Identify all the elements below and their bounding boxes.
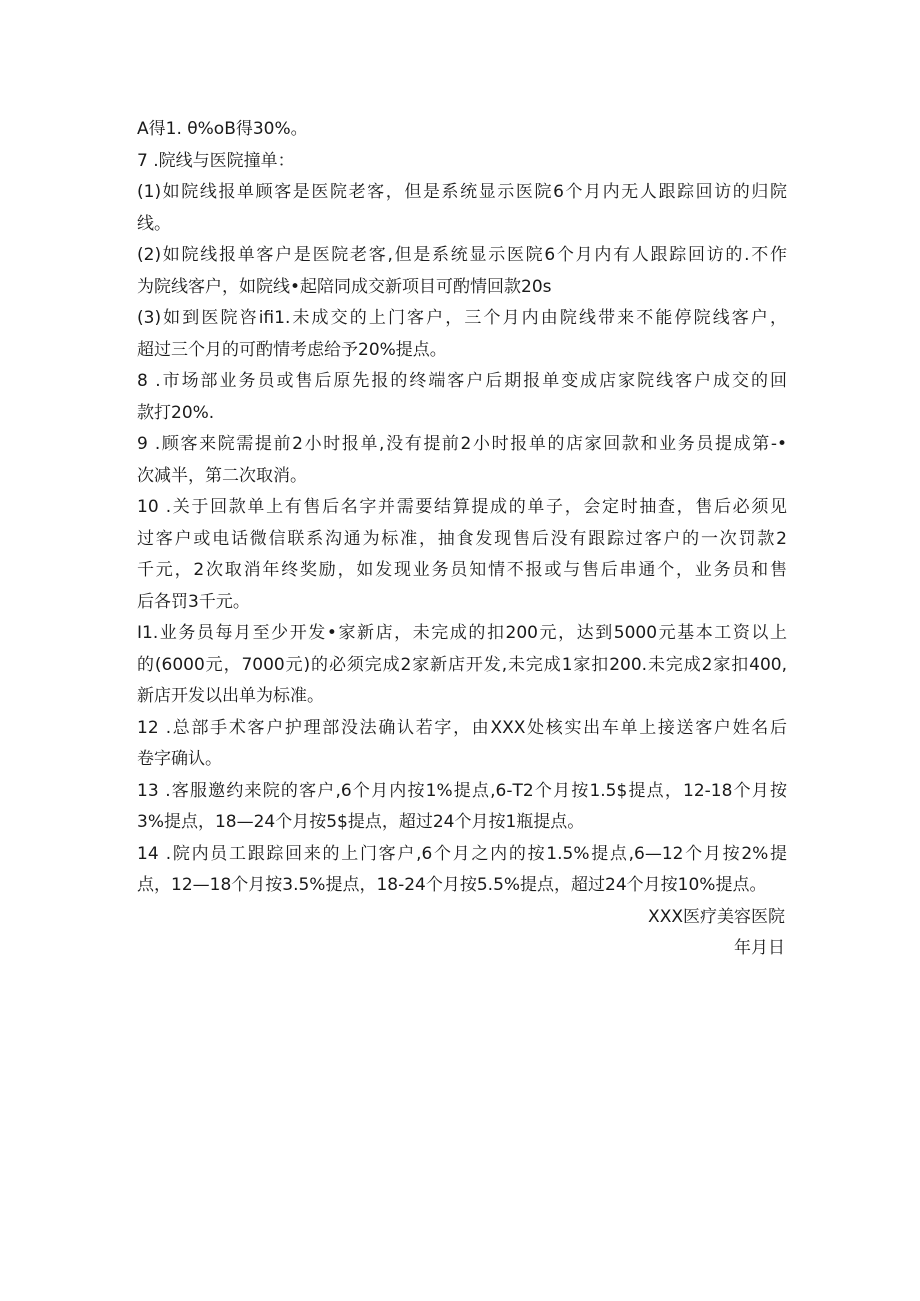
text-line: 的(6000元，7000元)的必须完成2家新店开发,未完成1家扣200.未完成2家扣400, — [137, 654, 787, 675]
text-line: 12 .总部手术客户护理部没法确认若字，由XXX处核实出车单上接送客户姓名后 — [137, 717, 787, 738]
signature-date: 年月日 — [734, 938, 785, 958]
signature-org: XXX医疗美容医院 — [648, 906, 785, 927]
document-body — [137, 114, 787, 965]
text-line: A得1. θ%oB得30%。 — [137, 119, 308, 139]
text-line: 次减半，第二次取消。 — [137, 465, 307, 486]
text-line: 13 .客服邀约来院的客户,6个月内按1%提点,6-T2个月按1.5$提点，12-18个月按 — [137, 780, 787, 801]
text-line: 7 .院线与医院撞单： — [137, 150, 295, 171]
text-line: (3)如到医院咨ifi1.未成交的上门客户，三个月内由院线带来不能停院线客户， — [137, 308, 787, 328]
text-line: I1.业务员每月至少开发•家新店，未完成的扣200元，达到5000元基本工资以上 — [137, 623, 787, 643]
text-line: 9 .顾客来院需提前2小时报单,没有提前2小时报单的店家回款和业务员提成第-• — [137, 434, 787, 454]
text-line: 超过三个月的可酌情考虑给予20%提点。 — [137, 339, 447, 360]
text-line: 10 .关于回款单上有售后名字并需要结算提成的单子，会定时抽查，售后必须见 — [137, 497, 787, 517]
text-line: 后各罚3千元。 — [137, 591, 250, 612]
text-line: 为院线客户，如院线•起陪同成交新项目可酌情回款20s — [137, 276, 552, 297]
text-line: (1)如院线报单顾客是医院老客，但是系统显示医院6个月内无人跟踪回访的归院 — [137, 182, 787, 202]
text-line: 点，12—18个月按3.5%提点，18-24个月按5.5%提点，超过24个月按10%提点。 — [137, 875, 767, 895]
text-line: 3%提点，18—24个月按5$提点，超过24个月按1瓶提点。 — [137, 812, 585, 832]
text-line: 卷字确认。 — [137, 749, 222, 769]
text-line: 过客户或电话微信联系沟通为标准，抽食发现售后没有跟踪过客户的一次罚款2 — [137, 528, 787, 549]
text-line: 千元，2次取消年终奖励，如发现业务员知情不报或与售后串通个，业务员和售 — [137, 560, 787, 580]
text-line: 款打20%. — [137, 402, 215, 423]
text-line: 线。 — [137, 213, 171, 234]
text-line: (2)如院线报单客户是医院老客,但是系统显示医院6个月内有人跟踪回访的.不作 — [137, 245, 787, 265]
text-line: 14 .院内员工跟踪回来的上门客户,6个月之内的按1.5%提点,6—12个月按2%提 — [137, 843, 787, 864]
text-line: 新店开发以出单为标准。 — [137, 686, 324, 706]
text-line: 8 .市场部业务员或售后原先报的终端客户后期报单变成店家院线客户成交的回 — [137, 371, 787, 391]
